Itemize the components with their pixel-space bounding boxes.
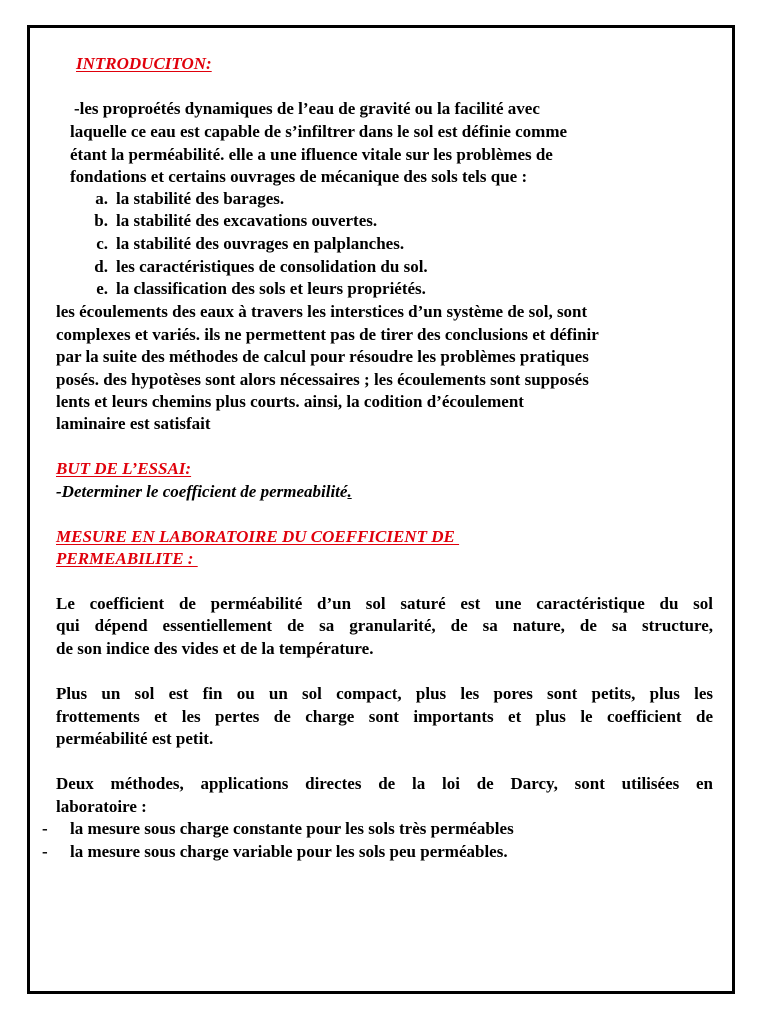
list-text: la stabilité des excavations ouvertes.: [116, 211, 378, 230]
mesure-para2-line: frottements et les pertes de charge sont importants et plus le coefficient de: [56, 707, 713, 726]
but-text: [56, 481, 352, 503]
intro-para2-line: lents et leurs chemins plus courts. ainsi, la codition d’écoulement: [56, 392, 524, 411]
list-text: la stabilité des ouvrages en palplanches.: [116, 234, 405, 253]
mesure-para1-line: Le coefficient de perméabilité d’un sol saturé est une caractéristique du sol: [56, 594, 713, 613]
intro-para2-line: les écoulements des eaux à travers les interstices d’un système de sol, sont: [56, 302, 588, 321]
list-letter: e.: [96, 279, 108, 298]
list-letter: b.: [94, 211, 108, 230]
mesure-para1-line: de son indice des vides et de la température.: [56, 639, 374, 658]
mesure-heading-line1: MESURE EN LABORATOIRE DU COEFFICIENT DE: [56, 527, 460, 546]
intro-para2-line: complexes et variés. ils ne permettent pas de tirer des conclusions et définir: [56, 325, 599, 344]
list-letter: a.: [95, 189, 108, 208]
mesure-para3-line: laboratoire :: [56, 797, 147, 816]
intro-para2-line: posés. des hypotèses sont alors nécessaires ; les écoulements sont supposés: [56, 370, 589, 389]
but-text-end: .: [347, 482, 352, 501]
mesure-para2-line: Plus un sol est fin ou un sol compact, plus les pores sont petits, plus les: [56, 684, 713, 703]
mesure-para1-line: qui dépend essentiellement de sa granularité, de sa nature, de sa structure,: [56, 616, 713, 635]
but-text-main: -Determiner le coefficient de permeabilité: [56, 482, 348, 501]
dash-bullet: -: [42, 819, 48, 838]
intro-para1-line: -les proproétés dynamiques de l’eau de gravité ou la facilité avec: [74, 99, 540, 118]
mesure-para3-line: Deux méthodes, applications directes de la loi de Darcy, sont utilisées en: [56, 774, 713, 793]
list-text: la stabilité des barages.: [116, 189, 285, 208]
intro-heading: INTRODUCITON:: [76, 54, 212, 73]
intro-para2-line: laminaire est satisfait: [56, 414, 211, 433]
intro-para1-line: fondations et certains ouvrages de mécanique des sols tels que :: [70, 167, 528, 186]
dash-text: la mesure sous charge variable pour les sols peu perméables.: [70, 842, 508, 861]
mesure-heading-line2: PERMEABILITE :: [56, 549, 198, 568]
list-text: les caractéristiques de consolidation du sol.: [116, 257, 428, 276]
list-text: la classification des sols et leurs propriétés.: [116, 279, 426, 298]
mesure-para2-line: perméabilité est petit.: [56, 729, 214, 748]
list-letter: d.: [94, 257, 108, 276]
list-letter: c.: [96, 234, 108, 253]
intro-para1-line: laquelle ce eau est capable de s’infiltrer dans le sol est définie comme: [70, 122, 568, 141]
intro-para2-line: par la suite des méthodes de calcul pour résoudre les problèmes pratiques: [56, 347, 589, 366]
dash-text: la mesure sous charge constante pour les sols très perméables: [70, 819, 514, 838]
but-heading: BUT DE L’ESSAI:: [56, 459, 192, 478]
intro-para1-line: étant la perméabilité. elle a une ifluence vitale sur les problèmes de: [70, 145, 553, 164]
dash-bullet: -: [42, 842, 48, 861]
